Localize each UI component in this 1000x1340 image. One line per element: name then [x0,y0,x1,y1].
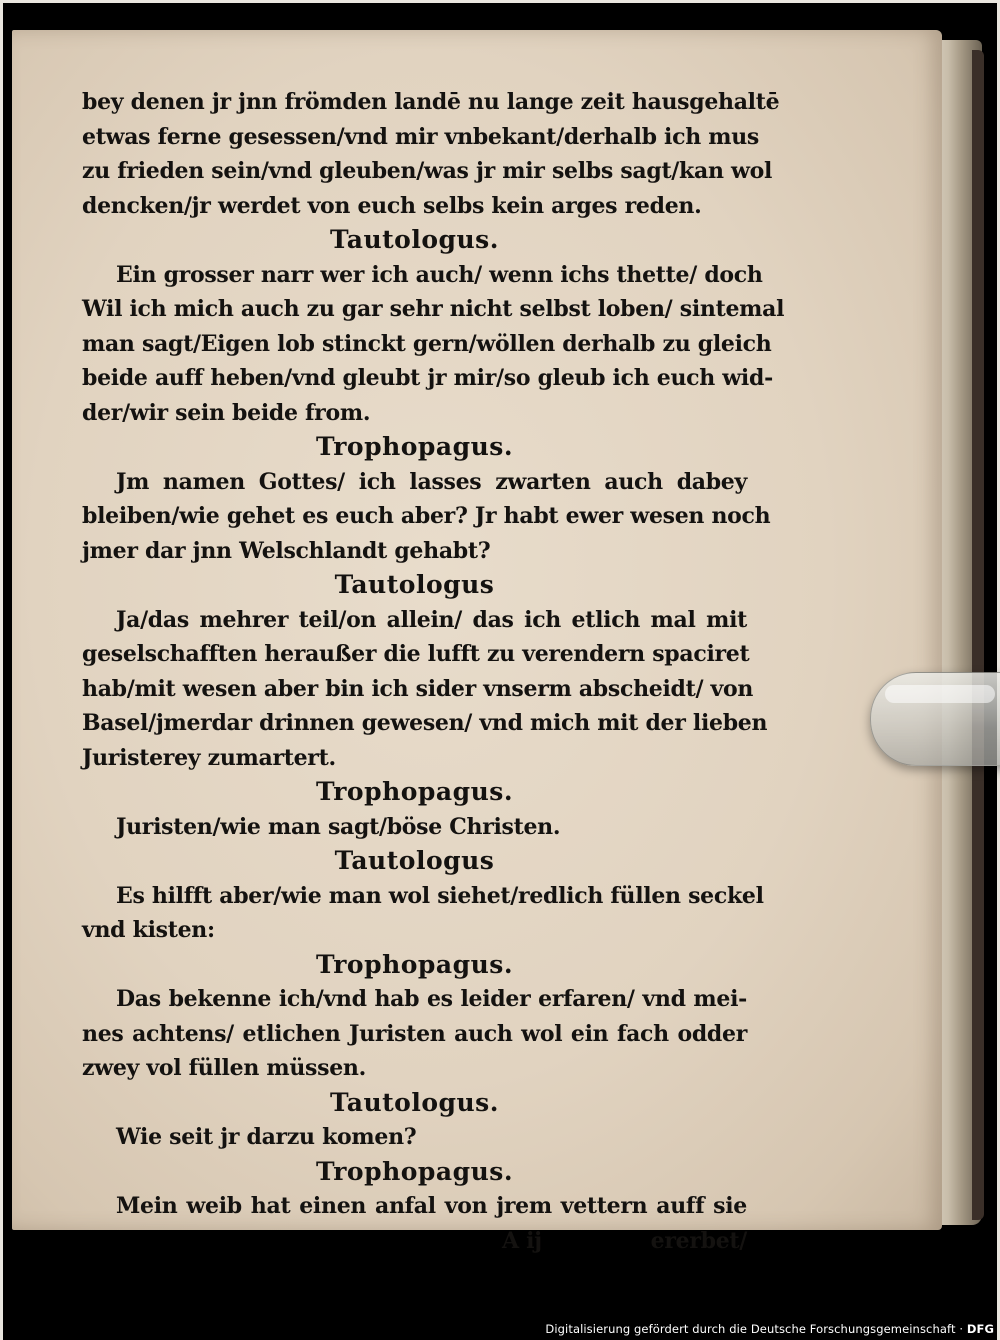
text-line: geselschafften heraußer die lufft zu verendern spaciret [82,641,750,667]
text-line: Ein grosser narr wer ich auch/ wenn ichs thette/ doch [116,261,763,288]
scan-frame-left [0,0,3,1340]
text-line: vnd kisten: [82,917,215,943]
text-line: jmer dar jnn Welschlandt gehabt? [82,537,491,564]
text-line: bey denen jr jnn frömden landē nu lange zeit hausgehaltē [82,89,780,115]
text-line: bleiben/wie gehet es euch aber? Jr habt ewer wesen noch [82,503,771,529]
text-line: Es hilfft aber/wie man wol siehet/redlich füllen seckel [116,882,764,909]
text-line: Juristen/wie man sagt/böse Christen. [116,813,561,840]
text-line: Ja/das mehrer teil/on allein/ das ich etlich mal mit [116,606,747,633]
credit-separator: · [959,1322,967,1336]
speaker-heading: Tautologus [334,570,495,599]
text-line: zwey vol füllen müssen. [82,1055,366,1081]
text-line: hab/mit wesen aber bin ich sider vnserm abscheidt/ von [82,675,754,702]
speaker-heading: Trophopagus. [315,1156,514,1186]
speaker-heading: Tautologus. [330,1087,499,1117]
page-weight-clip [870,672,1000,766]
text-line: nes achtens/ etlichen Juristen auch wol ein fach odder [82,1020,747,1047]
dfg-logo: DFG [966,1322,994,1336]
text-line: der/wir sein beide from. [82,399,371,426]
speaker-heading: Trophopagus. [315,432,514,461]
digitization-credit [545,1322,994,1336]
text-line: beide auff heben/vnd gleubt jr mir/so gleub ich euch wid- [82,365,773,391]
page-footer [82,1224,747,1258]
text-line: zu frieden sein/vnd gleuben/was jr mir selbs sagt/kan wol [82,158,773,184]
text-line: Basel/jmerdar drinnen gewesen/ vnd mich mit der lieben [82,710,768,736]
speaker-heading: Trophopagus. [315,949,514,979]
text-line: Mein weib hat einen anfal von jrem vettern auff sie [116,1193,747,1219]
catchword: ererbet/ [650,1227,747,1254]
text-line: etwas ferne gesessen/vnd mir vnbekant/derhalb ich mus [82,123,760,150]
text-line: man sagt/Eigen lob stinckt gern/wöllen derhalb zu gleich [82,330,772,357]
book-page [12,30,942,1254]
scan-frame-top [0,0,1000,3]
text-line: Juristerey zumartert. [82,744,336,771]
text-block [82,85,785,1258]
text-line: Das bekenne ich/vnd hab es leider erfaren/ vnd mei- [116,986,747,1012]
speaker-heading: Tautologus. [330,225,499,254]
speaker-heading: Trophopagus. [315,777,514,806]
credit-text: Digitalisierung gefördert durch die Deutsche Forschungsgemeinschaft [545,1322,956,1336]
speaker-heading: Tautologus [334,846,495,875]
text-line: dencken/jr werdet von euch selbs kein arges reden. [82,192,702,219]
text-line: Jm namen Gottes/ ich lasses zwarten auch dabey [116,468,747,495]
signature-mark: A ij [502,1227,542,1254]
text-line: Wil ich mich auch zu gar sehr nicht selbst loben/ sintemal [82,296,785,322]
book-cover-edge [972,50,984,1220]
text-line: Wie seit jr darzu komen? [116,1124,417,1150]
